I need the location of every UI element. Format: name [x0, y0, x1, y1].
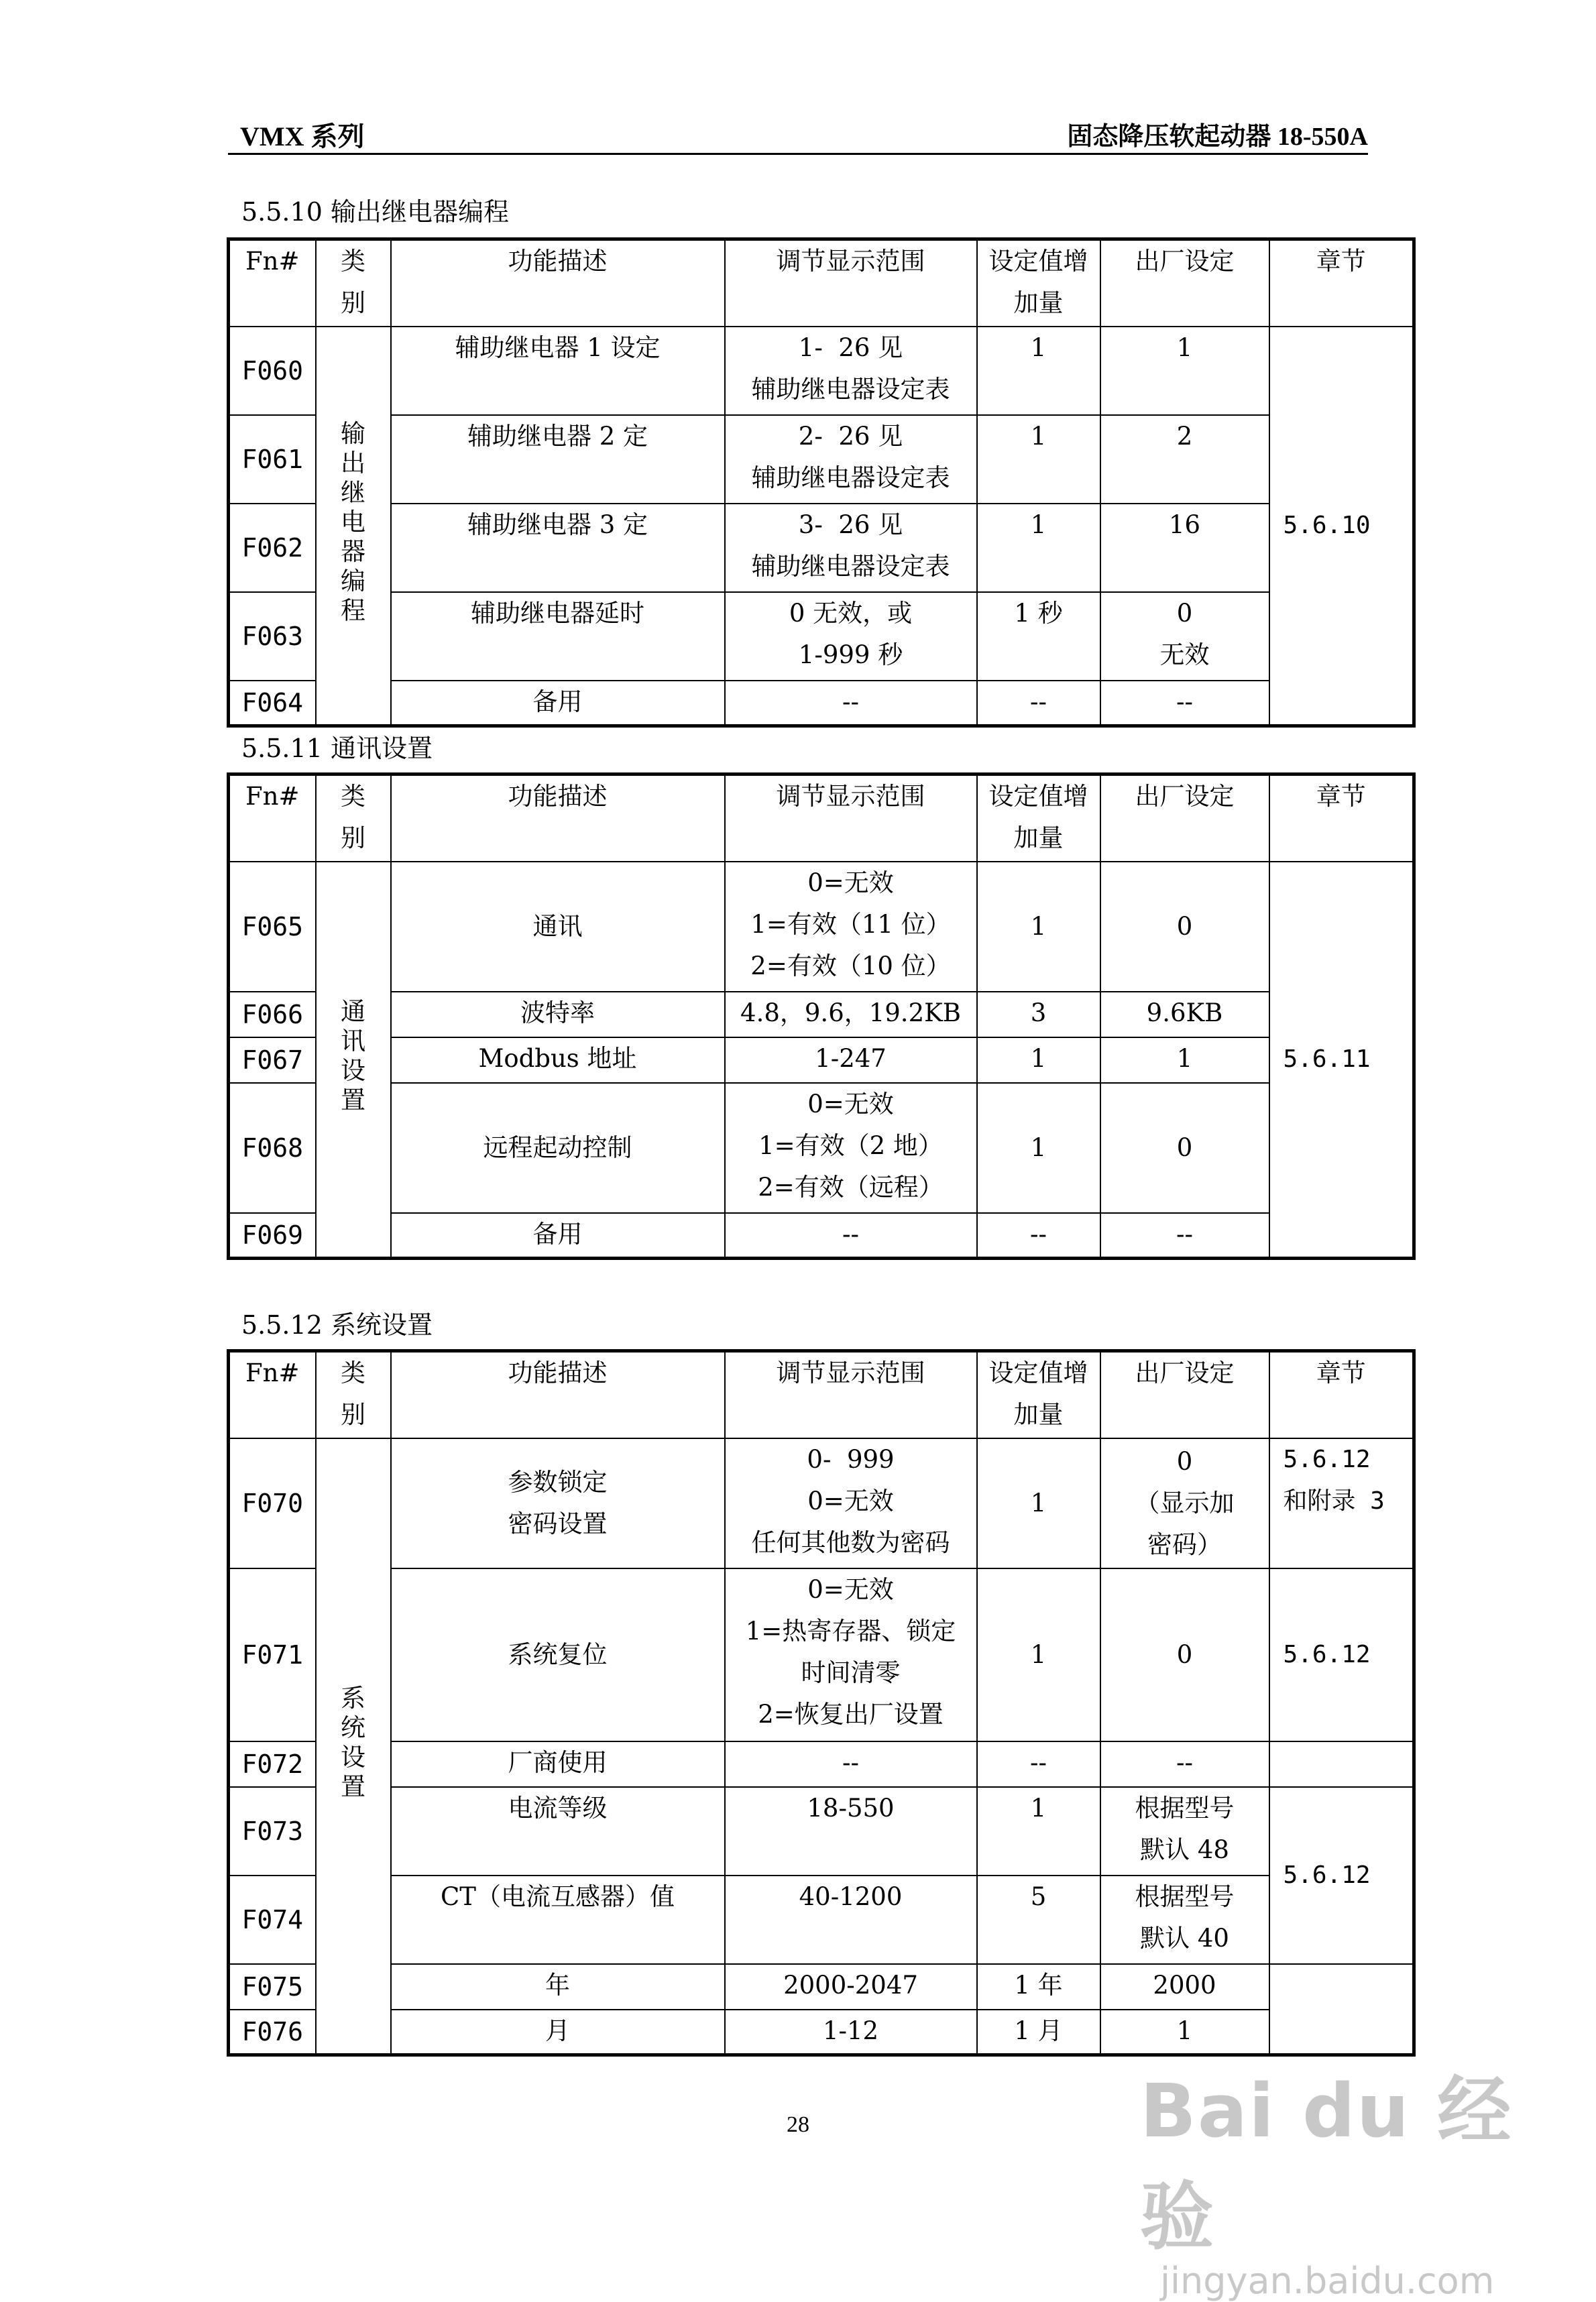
setting-increment [977, 992, 1100, 1037]
factory-setting-line: 根据型号 [1135, 1882, 1235, 1911]
col-fn-header: Fn# [229, 774, 316, 862]
display-range [725, 504, 977, 592]
display-range-line: 1- 26 见 [798, 333, 903, 362]
header-divider [228, 153, 1368, 155]
setting-increment [977, 1083, 1100, 1213]
fn-code: F072 [229, 1741, 316, 1787]
table-row [229, 1787, 1414, 1876]
chapter-ref [1269, 1787, 1414, 1964]
table-row [229, 592, 1414, 681]
col-increment-label: 设定值增加量 [988, 782, 1088, 852]
display-range [725, 1741, 977, 1787]
chapter-ref [1269, 1568, 1414, 1741]
display-range-line: -- [842, 1747, 859, 1777]
function-description [391, 1083, 725, 1213]
col-category-header [316, 774, 391, 862]
function-description [391, 1787, 725, 1876]
display-range-line: 1-247 [815, 1043, 887, 1073]
function-description [391, 592, 725, 681]
function-description-line: 波特率 [520, 998, 595, 1027]
fn-code: F067 [229, 1037, 316, 1083]
factory-setting [1100, 504, 1269, 592]
setting-increment-line: 1 秒 [1014, 598, 1063, 628]
setting-increment [977, 1964, 1100, 2010]
function-description-line: CT（电流互感器）值 [441, 1882, 675, 1911]
function-description [391, 681, 725, 726]
function-description-line: 年 [545, 1970, 570, 2000]
setting-increment-line: 5 [1030, 1882, 1047, 1911]
function-description [391, 862, 725, 992]
setting-increment-line: -- [1029, 1747, 1047, 1777]
display-range [725, 1083, 977, 1213]
table-row [229, 1213, 1414, 1259]
function-description-line: 参数锁定 [508, 1467, 608, 1497]
table-row [229, 1083, 1414, 1213]
factory-setting-line: 0 [1176, 1639, 1193, 1669]
display-range-line: 0=无效 [807, 1574, 894, 1604]
factory-setting-line: 0 [1176, 911, 1193, 941]
fn-code: F069 [229, 1213, 316, 1259]
category-cell [316, 1438, 391, 2055]
col-increment-label: 设定值增加量 [988, 247, 1088, 317]
factory-setting [1100, 1083, 1269, 1213]
function-description-line: Modbus 地址 [478, 1043, 637, 1073]
fn-code: F060 [229, 327, 316, 415]
factory-setting [1100, 592, 1269, 681]
display-range [725, 2010, 977, 2055]
chapter-ref-line: 5.6.12 [1283, 1445, 1371, 1473]
factory-setting [1100, 992, 1269, 1037]
factory-setting-line: 16 [1168, 510, 1201, 539]
display-range-line: 1-12 [822, 2016, 879, 2045]
display-range-line: 0 无效，或 [789, 598, 913, 628]
factory-setting [1100, 2010, 1269, 2055]
display-range-line: 18-550 [807, 1793, 895, 1823]
factory-setting [1100, 1213, 1269, 1259]
setting-increment-line: 1 [1030, 333, 1047, 362]
display-range-line: -- [842, 687, 859, 716]
factory-setting-line: 默认 40 [1140, 1923, 1229, 1953]
setting-increment-line: 1 [1030, 510, 1047, 539]
setting-increment [977, 1438, 1100, 1568]
setting-increment [977, 681, 1100, 726]
fn-code: F061 [229, 415, 316, 504]
table-row [229, 1438, 1414, 1568]
factory-setting-line: 1 [1176, 2016, 1193, 2045]
display-range-line: -- [842, 1219, 859, 1249]
display-range-line: 时间清零 [801, 1658, 901, 1687]
table-row [229, 1568, 1414, 1741]
parameter-table [227, 1349, 1416, 2057]
display-range-line: 3- 26 见 [798, 510, 903, 539]
display-range-line: 任何其他数为密码 [751, 1528, 950, 1557]
col-increment-header [977, 774, 1100, 862]
factory-setting-line: 无效 [1159, 640, 1210, 669]
setting-increment-line: 1 月 [1014, 2016, 1063, 2045]
fn-code: F071 [229, 1568, 316, 1741]
function-description [391, 992, 725, 1037]
col-category-header [316, 239, 391, 327]
setting-increment-line: -- [1029, 687, 1047, 716]
table-row [229, 681, 1414, 726]
watermark-url: jingyan.baidu.com [1160, 2260, 1495, 2302]
function-description [391, 327, 725, 415]
setting-increment-line: 1 [1030, 1639, 1047, 1669]
display-range-line: 2=恢复出厂设置 [758, 1699, 944, 1729]
col-range-header: 调节显示范围 [725, 239, 977, 327]
fn-code: F068 [229, 1083, 316, 1213]
chapter-ref: 5.6.10 [1269, 327, 1414, 726]
setting-increment [977, 1037, 1100, 1083]
chapter-ref-line: 5.6.12 [1283, 1640, 1371, 1668]
display-range-line: 辅助继电器设定表 [751, 551, 950, 581]
col-fn-header: Fn# [229, 1351, 316, 1438]
col-chapter-header: 章节 [1269, 1351, 1414, 1438]
col-factory-header: 出厂设定 [1100, 1351, 1269, 1438]
parameter-table [227, 772, 1416, 1260]
display-range [725, 592, 977, 681]
setting-increment-line: 1 年 [1014, 1970, 1063, 2000]
setting-increment [977, 504, 1100, 592]
display-range [725, 992, 977, 1037]
table-row [229, 862, 1414, 992]
col-range-header: 调节显示范围 [725, 774, 977, 862]
setting-increment-line: 1 [1030, 1793, 1047, 1823]
setting-increment [977, 862, 1100, 992]
col-range-header: 调节显示范围 [725, 1351, 977, 1438]
chapter-ref-line: 和附录 3 [1283, 1487, 1385, 1515]
header-series: VMX 系列 [240, 121, 365, 152]
fn-code: F076 [229, 2010, 316, 2055]
display-range [725, 415, 977, 504]
factory-setting-line: 0 [1176, 1446, 1193, 1476]
chapter-ref-line: 5.6.12 [1283, 1861, 1371, 1889]
category-cell [316, 327, 391, 726]
table-row [229, 1964, 1414, 2010]
function-description-line: 密码设置 [508, 1509, 608, 1538]
col-factory-header: 出厂设定 [1100, 774, 1269, 862]
watermark [1140, 2052, 1516, 2302]
setting-increment-line: 3 [1030, 998, 1047, 1027]
display-range-line: 4.8，9.6，19.2KB [740, 998, 961, 1027]
factory-setting-line: -- [1176, 687, 1193, 716]
setting-increment [977, 1213, 1100, 1259]
function-description [391, 1741, 725, 1787]
factory-setting [1100, 1876, 1269, 1964]
col-description-header: 功能描述 [391, 1351, 725, 1438]
setting-increment [977, 415, 1100, 504]
factory-setting-line: 2 [1176, 421, 1193, 451]
col-category-label: 类别 [341, 1359, 365, 1429]
display-range [725, 327, 977, 415]
display-range-line: 辅助继电器设定表 [751, 463, 950, 492]
function-description-line: 厂商使用 [508, 1747, 608, 1777]
category-label: 通讯设置 [341, 997, 365, 1115]
chapter-ref [1269, 1741, 1414, 1787]
function-description-line: 备用 [532, 1219, 583, 1249]
function-description-line: 电流等级 [508, 1793, 608, 1823]
setting-increment [977, 1741, 1100, 1787]
col-description-header: 功能描述 [391, 239, 725, 327]
function-description [391, 504, 725, 592]
chapter-ref [1269, 1438, 1414, 1568]
factory-setting-line: 9.6KB [1146, 998, 1223, 1027]
setting-increment-line: 1 [1030, 1133, 1047, 1162]
chapter-ref [1269, 1964, 1414, 2055]
display-range-line: 2- 26 见 [798, 421, 903, 451]
setting-increment [977, 592, 1100, 681]
display-range-line: 2=有效（10 位） [750, 951, 951, 980]
display-range [725, 1568, 977, 1741]
factory-setting-line: -- [1176, 1747, 1193, 1777]
table-row [229, 992, 1414, 1037]
factory-setting [1100, 1787, 1269, 1876]
category-label: 系统设置 [341, 1684, 365, 1802]
function-description-line: 辅助继电器 3 定 [467, 510, 648, 539]
table-header-row [229, 1351, 1414, 1438]
fn-code: F063 [229, 592, 316, 681]
display-range-line: 0=无效 [807, 1089, 894, 1118]
setting-increment-line: 1 [1030, 421, 1047, 451]
display-range [725, 1037, 977, 1083]
parameter-table [227, 237, 1416, 728]
function-description [391, 1213, 725, 1259]
display-range [725, 681, 977, 726]
function-description-line: 远程起动控制 [483, 1133, 632, 1162]
function-description-line: 辅助继电器延时 [471, 598, 644, 628]
table-header-row [229, 774, 1414, 862]
display-range-line: 1=热寄存器、锁定 [745, 1616, 956, 1646]
col-increment-header [977, 239, 1100, 327]
function-description [391, 415, 725, 504]
factory-setting [1100, 415, 1269, 504]
col-chapter-header: 章节 [1269, 239, 1414, 327]
fn-code: F073 [229, 1787, 316, 1876]
display-range-line: 1=有效（11 位） [750, 909, 951, 939]
table-row [229, 327, 1414, 415]
factory-setting-line: 根据型号 [1135, 1793, 1235, 1823]
fn-code: F066 [229, 992, 316, 1037]
col-category-label: 类别 [341, 782, 365, 852]
function-description [391, 2010, 725, 2055]
function-description-line: 辅助继电器 2 定 [467, 421, 648, 451]
display-range-line: 2=有效（远程） [758, 1172, 944, 1202]
function-description [391, 1568, 725, 1741]
display-range-line: 0- 999 [807, 1444, 895, 1474]
col-fn-header: Fn# [229, 239, 316, 327]
table-row [229, 1037, 1414, 1083]
display-range-line: 0=无效 [807, 1486, 894, 1515]
watermark-brand: Bai du 经验 [1140, 2068, 1513, 2260]
factory-setting-line: 默认 48 [1140, 1835, 1229, 1864]
factory-setting [1100, 681, 1269, 726]
page-number: 28 [787, 2112, 809, 2137]
factory-setting [1100, 1037, 1269, 1083]
col-category-label: 类别 [341, 247, 365, 317]
function-description-line: 月 [545, 2016, 570, 2045]
factory-setting-line: 0 [1176, 598, 1193, 628]
setting-increment-line: 1 [1030, 1488, 1047, 1517]
display-range-line: 1=有效（2 地） [758, 1131, 943, 1160]
fn-code: F070 [229, 1438, 316, 1568]
function-description [391, 1876, 725, 1964]
setting-increment [977, 1876, 1100, 1964]
section-title: 5.5.10 输出继电器编程 [241, 197, 509, 227]
setting-increment [977, 1568, 1100, 1741]
factory-setting [1100, 862, 1269, 992]
display-range-line: 辅助继电器设定表 [751, 374, 950, 404]
fn-code: F064 [229, 681, 316, 726]
function-description-line: 辅助继电器 1 设定 [455, 333, 661, 362]
section-title: 5.5.12 系统设置 [241, 1310, 433, 1340]
display-range-line: 40-1200 [799, 1882, 903, 1911]
fn-code: F074 [229, 1876, 316, 1964]
col-description-header: 功能描述 [391, 774, 725, 862]
display-range [725, 1787, 977, 1876]
fn-code: F065 [229, 862, 316, 992]
col-chapter-header: 章节 [1269, 774, 1414, 862]
factory-setting-line: 0 [1176, 1133, 1193, 1162]
setting-increment [977, 327, 1100, 415]
display-range [725, 1213, 977, 1259]
function-description [391, 1438, 725, 1568]
display-range [725, 862, 977, 992]
fn-code: F062 [229, 504, 316, 592]
factory-setting-line: 1 [1176, 333, 1193, 362]
table-row [229, 504, 1414, 592]
fn-code: F075 [229, 1964, 316, 2010]
setting-increment-line: -- [1029, 1219, 1047, 1249]
header-product: 固态降压软起动器 18-550A [1067, 123, 1368, 151]
table-row [229, 415, 1414, 504]
col-category-header [316, 1351, 391, 1438]
display-range-line: 1-999 秒 [798, 640, 903, 669]
function-description-line: 通讯 [532, 911, 583, 941]
factory-setting-line: 密码） [1147, 1530, 1222, 1559]
category-label: 输出继电器编程 [341, 419, 365, 626]
table-row [229, 2010, 1414, 2055]
factory-setting [1100, 1438, 1269, 1568]
factory-setting-line: （显示加 [1135, 1488, 1235, 1517]
factory-setting [1100, 1568, 1269, 1741]
function-description [391, 1037, 725, 1083]
factory-setting [1100, 327, 1269, 415]
display-range [725, 1876, 977, 1964]
col-increment-header [977, 1351, 1100, 1438]
factory-setting-line: 1 [1176, 1043, 1193, 1073]
col-factory-header: 出厂设定 [1100, 239, 1269, 327]
category-cell [316, 862, 391, 1259]
function-description-line: 备用 [532, 687, 583, 716]
chapter-ref: 5.6.11 [1269, 862, 1414, 1259]
section-title: 5.5.11 通讯设置 [241, 734, 433, 763]
setting-increment-line: 1 [1030, 1043, 1047, 1073]
table-row [229, 1876, 1414, 1964]
setting-increment [977, 1787, 1100, 1876]
factory-setting [1100, 1964, 1269, 2010]
col-increment-label: 设定值增加量 [988, 1359, 1088, 1429]
table-row [229, 1741, 1414, 1787]
display-range [725, 1964, 977, 2010]
setting-increment [977, 2010, 1100, 2055]
setting-increment-line: 1 [1030, 911, 1047, 941]
factory-setting-line: 2000 [1153, 1970, 1216, 2000]
display-range-line: 2000-2047 [783, 1970, 918, 2000]
function-description [391, 1964, 725, 2010]
display-range [725, 1438, 977, 1568]
table-header-row [229, 239, 1414, 327]
factory-setting-line: -- [1176, 1219, 1193, 1249]
factory-setting [1100, 1741, 1269, 1787]
function-description-line: 系统复位 [508, 1639, 608, 1669]
display-range-line: 0=无效 [807, 868, 894, 897]
